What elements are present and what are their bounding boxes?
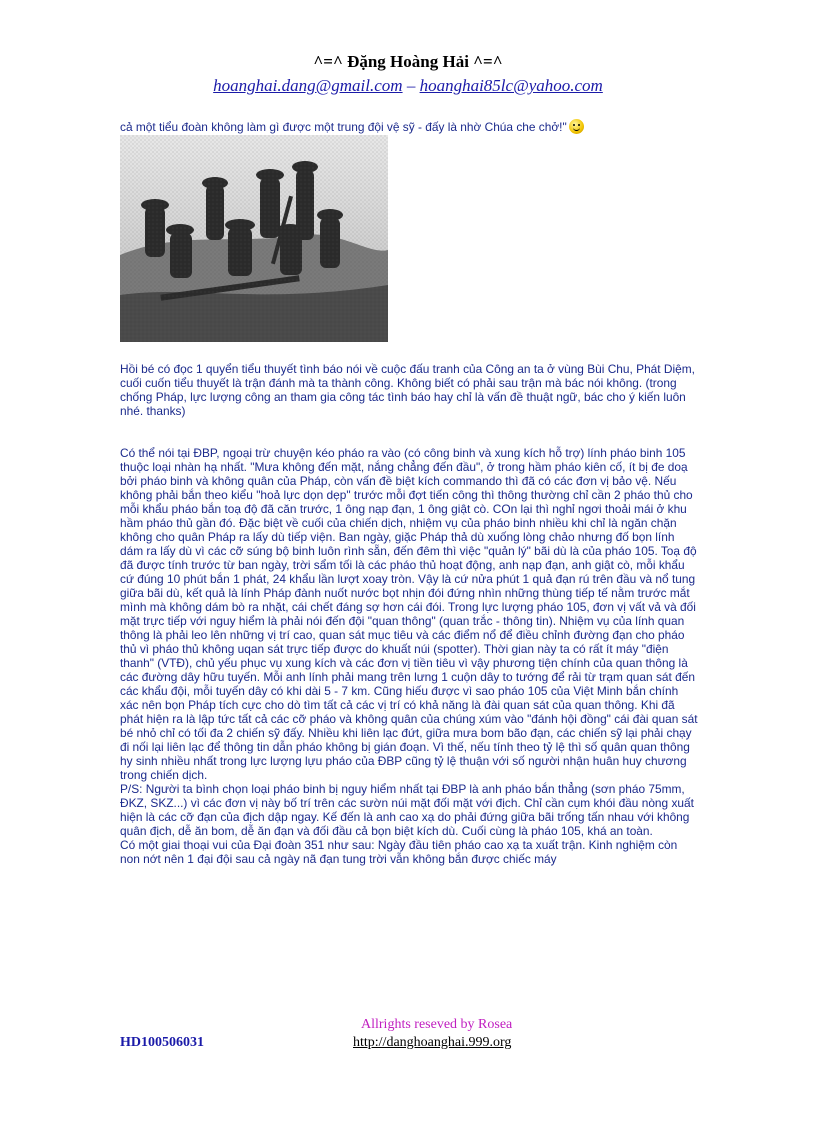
- email-link-gmail[interactable]: hoanghai.dang@gmail.com: [213, 76, 403, 95]
- soldiers-photo: [120, 135, 388, 342]
- paragraph-2: Có thể nói tại ĐBP, ngoại trừ chuyện kéo pháo ra vào (có công binh và xung kích hỗ trợ) lính pháo binh 105 thuộc loại nhàn hạ nhất. "Mưa không đến mặt, nắng chẳng đến đầu", ở trong hầm pháo kiên cố, ít bị đe doạ bởi pháo binh và không quân của Pháp, còn vấn đề biệt kích commando thì đã có các đơn vị bảo vệ. Nếu không phải bắn theo kiểu "hoả lực dọn dẹp" trước mỗi đợt tiến công thì thông thường chỉ cần 2 pháo thủ cho mỗi khẩu pháo bắn toạ độ đã căn trước, 1 ông nạp đạn, 1 ông giật cò. COn lại thì nghỉ ngơi thoải mái ở khu hầm pháo thủ gần đó. Đặc biệt về cuối của chiến dịch, nhiệm vụ của pháo binh nhiều khi chỉ là ngăn chặn không cho quân Pháp ra lấy dù tiếp viện. Ban ngày, giặc Pháp thả dù xuống lòng chảo nhưng đố bọn lính dám ra lấy dù vì các cỡ súng bộ binh luôn rình sẵn, đến đêm thì việc "quản lý" bãi dù là của pháo 105. Toạ độ đã được tính trước từ ban ngày, trời sẩm tối là các pháo thủ hoạt động, anh nạp đạn, anh giật cò, mỗi khẩu cứ đúng 10 phút bắn 1 phát, 24 khẩu lần lượt xoay tròn. Vậy là cứ nửa phút 1 quả đạn rú trên đầu và nổ tung giữa bãi dù, kết quả là lính Pháp đành nuốt nước bọt nhịn đói đứng nhìn những thùng tiếp tế nằm trước mắt mình mà không dám bò ra nhặt, cái chết đáng sợ hơn cái đói. Trong lực lượng pháo 105, đơn vị vất vả và đối mặt trực tiếp với nguy hiểm là phải nói đến đội "quan thông" (quan trắc - thông tin). Nhiệm vụ của lính quan thông là phải leo lên những vị trí cao, quan sát mục tiêu và các điểm nổ để điều chỉnh đường đạn cho pháo thủ vì pháo thủ không uqan sát trực tiếp được do khuất núi (spotter). Thời gian này ta có rất ít máy "điện thanh" (VTĐ), chủ yếu phục vụ xung kích và các đơn vị tiền tiêu vì vậy phương tiện chính của quan thông là các đường dây hữu tuyến. Mỗi anh lính phải mang trên lưng 1 cuộn dây to tướng để rải từ trạm quan sát đến các khẩu đội, mỗi tuyến dây có khi dài 5 - 7 km. Cũng hiếu được vì sao pháo 105 của Việt Minh bắn chính xác nên bọn Pháp tích cực cho dò tìm tất cả các vị trí có khả năng là đài quan sát của quan thông. Khi đã phát hiện ra là lập tức tất cả các cỡ pháo và không quân của chúng xúm vào "đánh hội đồng" cái đài quan sát bé nhỏ chỉ có tối đa 2 chiến sỹ đấy. Nhiều khi liên lạc đứt, giữa mưa bom bão đạn, các chiến sỹ lại phải chạy đi nối lại liên lạc để thông tin dẫn pháo không bị gián đoạn. Vì thế, nếu tính theo tỷ lệ thì số quân quan thông hy sinh nhiều nhất trong lực lượng lựu pháo của ĐBP cũng tỷ lệ thuận với số người nhận huân huy chương trong chiến dịch.: [120, 446, 698, 782]
- author-emails: [0, 76, 816, 96]
- smiley-icon: [569, 119, 584, 134]
- footer-credit: Allrights reseved by Rosea: [361, 1017, 513, 1032]
- email-link-yahoo[interactable]: hoanghai85lc@yahoo.com: [419, 76, 603, 95]
- intro-line: [120, 119, 700, 134]
- email-separator: –: [402, 76, 420, 95]
- historical-photo-soldiers-icon: [120, 135, 388, 342]
- page-title: ^=^ Đặng Hoàng Hải ^=^: [313, 52, 503, 71]
- paragraph-4: Có một giai thoại vui của Đại đoàn 351 như sau: Ngày đầu tiên pháo cao xạ ta xuất trận. Kinh nghiệm còn non nớt nên 1 đại đội sau cả ngày nã đạn tung trời vẫn không bắn được chiếc máy: [120, 838, 678, 866]
- intro-text: cả một tiểu đoàn không làm gì được một trung đội vệ sỹ - đấy là nhờ Chúa che chở!": [120, 120, 567, 134]
- article-body: [120, 446, 700, 866]
- paragraph-1: Hồi bé có đọc 1 quyển tiểu thuyết tình báo nói về cuộc đấu tranh của Công an ta ở vùng Bùi Chu, Phát Diệm, cuối cuốn tiểu thuyết là trận đánh mà ta thành công. Không biết có phải sau trận mà bác nói không. (trong chống Pháp, lực lượng công an tham gia công tác tình báo hay chỉ là vấn đề thuật ngữ, bác cho ý kiến luôn nhé. thanks): [120, 362, 695, 418]
- document-code: HD100506031: [120, 1035, 204, 1050]
- paragraph-3: P/S: Người ta bình chọn loại pháo binh bị nguy hiểm nhất tại ĐBP là anh pháo bắn thẳng (sơn pháo 75mm, ĐKZ, SKZ...) vì các đơn vị này bố trí trên các sườn núi mặt đối mặt với địch. Chỉ cần cụm khói đầu nòng xuất hiện là các cỡ đạn của địch dập ngay. Kế đến là anh cao xạ do phải đứng giữa bãi trống tấn nhau với không quân địch, dễ ăn bom, dễ ăn đạn và đối đầu cả bọn biệt kích dù. Cuối cùng là pháo 105, khá an toàn.: [120, 782, 694, 838]
- footer-website-link[interactable]: http://danghoanghai.999.org: [353, 1035, 512, 1050]
